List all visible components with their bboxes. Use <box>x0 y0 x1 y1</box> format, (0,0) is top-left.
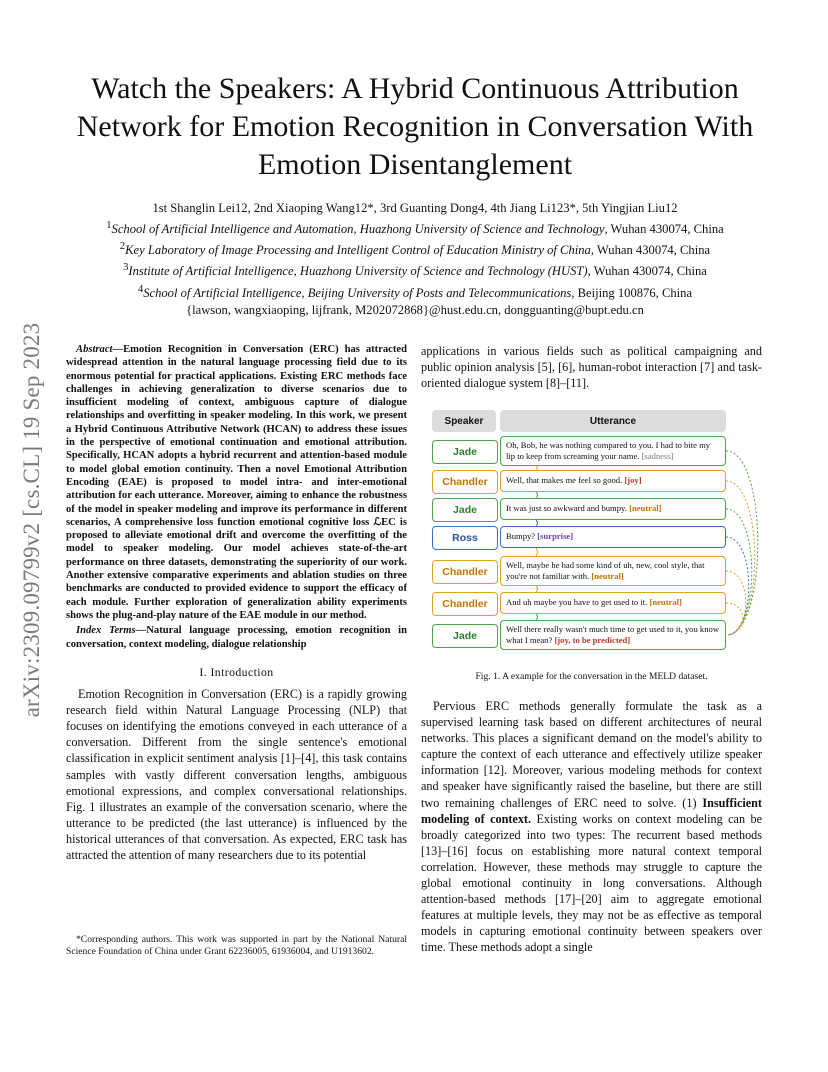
figure-utterance-text: It was just so awkward and bumpy. <box>506 503 630 514</box>
figure-utterance-content <box>506 475 642 486</box>
abstract-text: —Emotion Recognition in Conversation (ERC) has attracted widespread attention in the natural language processing field due to its enormous potential for practical applications. Existing ERC methods face challenges in achieving generalization to diverse scenarios due to insufficient modeling of context, ambiguous capture of dialogue relationships and overfitting in speaker modeling. In this work, we present a Hybrid Continuous Attributive Network (HCAN) to address these issues in the perspective of emotional continuation and emotional attribution. Specifically, HCAN adopts a hybrid recurrent and attention-based module to model global emotion continuity. Then a novel Emotional Attribution Encoding (EAE) is proposed to model intra- and inter-emotional attribution for each utterance. Moreover, aiming to enhance the robustness of the model in speaker modeling and improve its performance in different scenarios, A comprehensive loss function emotional cognitive loss ℒEC is proposed to alleviate emotional drift and overcome the overfitting of the model to speaker modeling. Our model achieves state-of-the-art performance on three datasets, demonstrating the superiority of our work. Another extensive comparative experiments and ablation studies on three benchmarks are conducted to provided evidence to support the efficacy of each module. Further exploration of generalization ability experiments shows the plug-and-play nature of the EAE module in our method. <box>66 344 407 621</box>
figure-emotion-label: [neutral] <box>591 571 624 581</box>
right-paragraph-part1: Pervious ERC methods generally formulate the task as a supervised learning task based on different architectures of neural networks. This places a significant demand on the model's ability to capture the context of each utterance and effectively utilize speaker information [12]. Moreover, various modeling methods for context and speaker have significantly raised the baseline, but there are still two remaining challenges of ERC need to solve. (1) <box>421 699 762 810</box>
arxiv-stamp-text: arXiv:2309.09799v2 [cs.CL] 19 Sep 2023 <box>19 322 44 718</box>
figure-utterance-text: Oh, Bob, he was nothing compared to you. I had to bite my lip to keep from screaming your name. <box>506 439 711 461</box>
arxiv-stamp <box>8 290 56 750</box>
figure-utterance-content <box>506 560 720 583</box>
affiliation-name: Key Laboratory of Image Processing and Intelligent Control of Education Ministry of China <box>125 243 591 258</box>
figure-utterance <box>500 526 726 548</box>
figure-utterance-text: Bumpy? <box>506 531 538 542</box>
figure-speaker-chandler: Chandler <box>432 560 498 584</box>
figure-caption: Fig. 1. A example for the conversation in the MELD dataset. <box>475 671 708 682</box>
figure-emotion-label: [joy, to be predicted] <box>554 635 631 645</box>
affiliation-3 <box>40 259 790 280</box>
figure-utterance-content <box>506 503 662 514</box>
affiliation-location: , Wuhan 430074, China <box>604 222 724 237</box>
figure-conversation <box>432 410 762 660</box>
index-terms <box>66 624 407 651</box>
index-terms-label: Index Terms <box>76 625 136 637</box>
intro-paragraph: Emotion Recognition in Conversation (ERC) is a rapidly growing research field within Natural Language Processing (NLP) that focuses on identifying the emotions conveyed in each utterance of a conversation. Different from the single sentence's emotional classification in explicit sentiment analysis [1]–[4], this task contains samples with vastly different conversation lengths, ambiguous emotional expressions, and complex conversational relationships. Fig. 1 illustrates an example of the conversation scenario, where the utterance to be predicted (the last utterance) is influenced by the historical utterances of that conversation. As expected, ERC task has attracted the attention of many researchers due to its potential <box>66 687 407 862</box>
affiliation-list <box>40 217 790 302</box>
affiliation-location: , Beijing 100876, China <box>571 285 693 300</box>
affiliation-sup: 2 <box>119 241 126 253</box>
figure-utterance <box>500 436 726 466</box>
figure-utterance-text: And uh maybe you have to get used to it. <box>506 597 650 608</box>
figure-utterance-content <box>506 531 573 542</box>
figure-speaker-chandler: Chandler <box>432 592 498 616</box>
right-paragraph-bold: Insufficient modeling of context. <box>421 795 762 826</box>
section-heading-introduction: I. Introduction <box>199 664 274 679</box>
figure-utterance <box>500 592 726 614</box>
index-terms-text: —Natural language processing, emotion recognition in conversation, context modeling, dialogue relationship <box>66 625 407 650</box>
right-paragraph <box>421 698 762 956</box>
attribution-arrow <box>726 571 746 635</box>
affiliation-location: , Wuhan 430074, China <box>587 264 707 279</box>
figure-utterance-content <box>506 597 682 608</box>
affiliation-name: School of Artificial Intelligence and Automation, Huazhong University of Science and Technology <box>111 222 605 237</box>
figure-emotion-label: [sadness] <box>641 451 674 461</box>
footnote: *Corresponding authors. This work was supported in part by the National Natural Science Foundation of China under Grant 62236005, 61936004, and U1913602. <box>66 934 407 957</box>
right-top-paragraph: applications in various fields such as political campaigning and public opinion analysis [5], [6], human-robot interaction [7] and task-oriented dialogue system [8]–[11]. <box>421 344 762 391</box>
paper-title: Watch the Speakers: A Hybrid Continuous Attribution Network for Emotion Recognition in Conversation With Emotion Disentanglement <box>76 72 754 181</box>
abstract <box>66 343 407 622</box>
figure-speaker-chandler: Chandler <box>432 470 498 494</box>
affiliation-1 <box>40 217 790 238</box>
emails: {lawson, wangxiaoping, lijfrank, M202072868}@hust.edu.cn, dongguanting@bupt.edu.cn <box>186 302 644 317</box>
affiliation-location: , Wuhan 430074, China <box>590 243 711 258</box>
attribution-arrow <box>726 481 755 635</box>
figure-emotion-label: [neutral] <box>649 597 682 608</box>
figure-utterance-content <box>506 624 720 647</box>
affiliation-sup: 1 <box>106 220 112 231</box>
right-main-text <box>421 698 762 956</box>
figure-speaker-jade: Jade <box>432 624 498 648</box>
figure-utterance-text: Well, that makes me feel so good. <box>506 475 625 486</box>
left-column <box>66 343 407 863</box>
abstract-label: Abstract <box>76 344 113 355</box>
author-line: 1st Shanglin Lei12, 2nd Xiaoping Wang12*, 3rd Guanting Dong4, 4th Jiang Li123*, 5th Yingjian Liu12 <box>152 201 678 215</box>
right-paragraph-part2: Existing works on context modeling can be broadly categorized into two types: The recurrent based methods [13]–[16] focus on establishing more natural context temporal correlation. However, these methods may struggle to capture the global emotional continuity in long conversations. Although attention-based methods [17]–[20] aim to aggregate emotional features at multiple levels, they may not be as effective as temporal models in capturing emotional continuity between speakers over time. These methods adopt a single <box>421 811 762 955</box>
figure-speaker-ross: Ross <box>432 526 498 550</box>
figure-speaker-jade: Jade <box>432 440 498 464</box>
figure-emotion-label: [surprise] <box>537 531 574 542</box>
figure-utterance <box>500 470 726 492</box>
figure-emotion-label: [neutral] <box>629 503 662 514</box>
affiliation-2 <box>40 238 790 259</box>
figure-utterance <box>500 556 726 586</box>
affiliation-4 <box>40 281 790 302</box>
affiliation-name: School of Artificial Intelligence, Beijing University of Posts and Telecommunications <box>143 285 572 300</box>
figure-utterance-content <box>506 440 720 463</box>
figure-emotion-label: [joy] <box>624 475 642 486</box>
affiliation-sup: 4 <box>137 283 144 295</box>
attribution-arrow <box>726 537 749 635</box>
figure-utterance <box>500 620 726 650</box>
affiliation-name: Institute of Artificial Intelligence, Huazhong University of Science and Technology (HUST) <box>128 264 588 279</box>
attribution-arrow <box>726 451 758 635</box>
attribution-arrow <box>726 603 743 635</box>
affiliation-sup: 3 <box>123 262 129 274</box>
author-block <box>40 200 790 319</box>
figure-utterance-text: Well, maybe he had some kind of uh, new, cool style, that you're not familiar with. <box>506 559 705 581</box>
figure-speaker-jade: Jade <box>432 498 498 522</box>
figure-header-speaker: Speaker <box>432 410 496 432</box>
sequence-connector <box>536 548 538 556</box>
right-column <box>421 343 762 391</box>
figure-header-utterance: Utterance <box>500 410 726 432</box>
figure-utterance-text: Well there really wasn't much time to get used to it, you know what I mean? <box>506 623 720 645</box>
figure-utterance <box>500 498 726 520</box>
